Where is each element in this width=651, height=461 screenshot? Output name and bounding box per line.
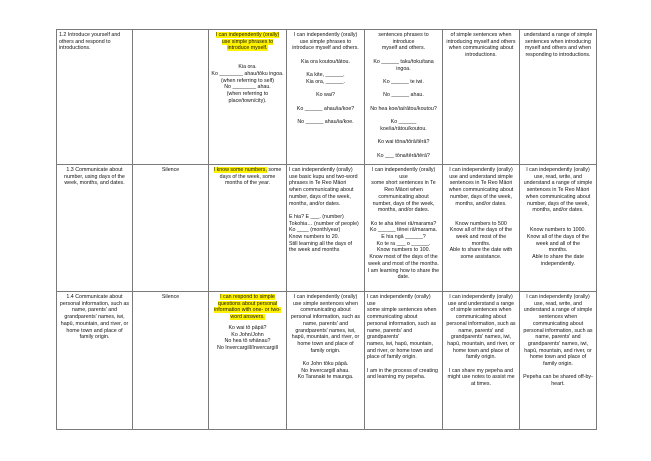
cell-text-line: I can independently (orally)	[289, 167, 353, 173]
cell-text-line	[367, 86, 440, 93]
cell-text-line: No ______ ahau/ia/koe.	[297, 119, 354, 126]
cell-text-line: Ko ___ tōna/tērā/tērā?	[377, 152, 430, 159]
cell-text-line: introduce myself and others.	[292, 45, 359, 52]
stage1-text: some days of the week, some months of the year.	[219, 167, 282, 187]
cell-text-line	[367, 133, 440, 140]
cell-text-line: family origin.	[466, 354, 496, 361]
cell-text-line: of simple sentences when	[450, 32, 512, 38]
cell-text-line: when communicating about	[448, 45, 514, 52]
cell-text-line: Know numbers to 100.	[377, 247, 430, 254]
cell-text-line: Kia ora.	[238, 64, 257, 71]
cell-text-line: home town and place of	[452, 347, 510, 354]
cell-text-line	[367, 52, 440, 59]
cell-text-line: responding to introductions.	[525, 52, 591, 59]
cell-text-line: myself and others.	[381, 45, 426, 52]
cell-text-line: ingoa.	[396, 65, 411, 72]
cell-text-line	[367, 214, 440, 221]
cell-text-line	[289, 52, 362, 59]
cell-text-line: Ko wai tō pāpā?	[228, 324, 267, 331]
cell-text-line: Kia ora, ______.	[306, 78, 345, 85]
cell-text-line: use and understand a range	[447, 300, 515, 307]
cell-text-line: communicating about	[367, 314, 418, 321]
cell-text-line: Know all of the days of the	[449, 227, 513, 234]
cell-text-line: home town and place of	[297, 340, 354, 347]
cell-text-line: myself and others and when	[524, 45, 592, 52]
cell-text-line	[367, 112, 440, 119]
cell-text-line: Ko ______	[390, 119, 417, 126]
cell-text-line: Kia ora koutou/tātou.	[301, 58, 350, 65]
level-cell: Silence	[133, 165, 209, 292]
cell-text-line: place of family origin.	[367, 354, 417, 361]
cell-text-line: Ko John/John	[231, 331, 264, 338]
cell-text-line: I am in the process of creating	[367, 367, 438, 374]
cell-text-line: of simple sentences when	[450, 307, 512, 314]
cell-text-line	[289, 66, 362, 73]
cell-text-line: Able to share the date with	[449, 247, 513, 254]
cell-text-line: Ko wai?	[316, 92, 335, 99]
cell-text-line: Ko te ra ___ o ______.	[376, 240, 431, 247]
cell-text-line: No hea koe/ia/rātou/koutou?	[370, 105, 437, 112]
cell-text-line: names, iwi, hapū, mountain,	[367, 340, 433, 347]
cell-text-line: personal information, such as	[446, 320, 516, 327]
cell-text-line: I can share my pepeha and	[448, 367, 514, 374]
cell-text-line: week and most of the months.	[368, 260, 439, 267]
cell-text-line: and learning my pepeha.	[367, 374, 426, 381]
table-row	[57, 30, 597, 165]
cell-text-line: E hia? E ___. (number)	[289, 213, 344, 220]
highlighted-statement: I know some numbers,	[213, 167, 267, 173]
stage5-cell	[520, 292, 597, 430]
stage2-cell	[287, 30, 365, 165]
outcome-cell: 1.3 Communicate about number, using days of the week, months, and dates.	[57, 165, 133, 292]
cell-text-line: communicating about	[532, 320, 584, 327]
cell-text-line: No Invercargill/Invercargill	[217, 344, 278, 351]
cell-text-line	[445, 361, 517, 368]
cell-text-line: week and all of the	[535, 240, 581, 247]
cell-text-line: independently.	[540, 260, 576, 267]
cell-text-line	[522, 368, 594, 375]
cell-text-line: number, days of the week,	[450, 193, 512, 200]
cell-text-line: Ko Taranaki te maunga.	[297, 374, 354, 381]
cell-text-line: communicating about	[378, 193, 429, 200]
cell-text-line: No hea tō whānau?	[224, 338, 271, 345]
cell-text-line: I can independently (orally)	[449, 167, 513, 173]
highlighted-statement: I can independently (orally) use simple phrases to introduce myself.	[215, 32, 280, 52]
cell-text-line: understand a range of simple	[523, 307, 593, 314]
stage2-cell	[287, 165, 365, 292]
cell-text-line: Able to share the date	[532, 254, 584, 261]
cell-text-line: use and understand simple	[449, 173, 513, 180]
cell-text-line: I can independently (orally)	[293, 32, 358, 38]
cell-text-line: No Invercargill ahau.	[301, 367, 350, 374]
cell-text-line: E hia ngā ______?	[381, 234, 426, 241]
cell-text-line: introducing myself and others	[446, 38, 516, 45]
cell-text-line: name, parents' and grandparents'	[367, 327, 413, 341]
stage1-cell	[209, 165, 287, 292]
cell-text-line	[367, 361, 440, 368]
outcome-cell: 1.4 Communicate about personal information, such as name, parents' and grandparents' names, iwi, hapū, mountain, and river, or home town and place of family origin.	[57, 292, 133, 430]
cell-text-line: I can independently (orally) use	[367, 294, 431, 307]
outcome-cell: 1.2 Introduce yourself and others and respond to introductions.	[57, 30, 133, 165]
stage1-lines	[211, 64, 284, 104]
cell-text-line: Know most of the days of the	[369, 254, 438, 261]
cell-text-line: use simple sentences when	[292, 300, 359, 307]
cell-text-line: months, and/or dates.	[289, 200, 341, 207]
rubric-table	[56, 29, 597, 430]
cell-text-line: Pepeha can be shared off-by-	[523, 374, 593, 381]
cell-text-line: phrases in Te Reo Māori	[289, 180, 347, 187]
cell-text-line: introductions.	[465, 52, 497, 59]
cell-text-line: use basic kupu and two-word	[289, 173, 358, 180]
cell-text-line: personal information, such as	[290, 314, 361, 321]
cell-text-line: the week and months	[289, 247, 340, 254]
stage3-cell	[365, 292, 443, 430]
cell-text-line: sentences when introducing	[525, 38, 591, 45]
cell-text-line: Ko ______ taku/toku/tana	[373, 58, 434, 65]
cell-text-line: No ________ ahau.	[224, 84, 271, 91]
cell-text-line: grandparents' names, iwi,	[527, 340, 589, 347]
cell-text-line: understand a range of simple	[523, 32, 593, 38]
cell-text-line: I am learning how to share the	[367, 267, 440, 274]
cell-text-line: Know all of the days of the	[526, 234, 590, 241]
cell-text-line: use simple phrases to	[299, 38, 352, 45]
cell-text-line	[522, 221, 594, 228]
stage5-cell	[520, 30, 597, 165]
cell-text-line: use, read, write, and	[534, 173, 582, 180]
cell-text-line: understand a range of simple	[523, 180, 593, 187]
cell-text-line: months.	[471, 240, 491, 247]
level-cell	[133, 30, 209, 165]
stage4-cell	[443, 292, 520, 430]
cell-text-line	[289, 99, 362, 106]
cell-text-line: Know numbers to 500	[455, 220, 507, 227]
cell-text-line: Ko ________ ahau/tōku ingoa.	[211, 70, 284, 77]
cell-text-line	[367, 146, 440, 153]
table-row	[57, 165, 597, 292]
cell-text-line: number, days of the week,	[527, 200, 589, 207]
cell-text-line: name, parents' and	[458, 327, 504, 334]
cell-text-line: months, and/or dates.	[377, 207, 430, 214]
cell-text-line: and river, or home town and	[367, 347, 433, 354]
cell-text-line	[289, 112, 362, 119]
cell-text-line: communicating about	[455, 314, 507, 321]
cell-text-line	[445, 214, 517, 221]
cell-text-line: months, and/or dates.	[455, 200, 507, 207]
stage5-cell	[520, 165, 597, 292]
cell-text-line: Know numbers to 1000.	[530, 227, 586, 234]
cell-text-line: number, days of the week,	[372, 200, 435, 207]
cell-text-line: date.	[397, 274, 410, 281]
cell-text-line: might use notes to assist me	[447, 374, 515, 381]
cell-text-line: months, and/or dates.	[532, 207, 584, 214]
cell-text-line: heart.	[551, 381, 565, 388]
cell-text-line: months.	[548, 247, 568, 254]
cell-text-line: sentences when	[538, 314, 578, 321]
cell-text-line: I can independently (orally)	[293, 294, 358, 300]
cell-text-line: some simple sentences when	[367, 307, 437, 314]
cell-text-line: Ko wai tōna/tōrā/tērā?	[377, 139, 430, 146]
cell-text-line: use, read, write, and	[534, 300, 582, 307]
cell-text-line: place/town/city).	[228, 97, 267, 104]
cell-text-line: I can independently (orally) use	[371, 167, 436, 180]
cell-text-line: Ko ______ ahau/ia/koe?	[296, 105, 355, 112]
stage4-cell	[443, 165, 520, 292]
cell-text-line	[367, 72, 440, 79]
cell-text-line: Ko ____ (month/year)	[289, 227, 341, 234]
cell-text-line: some short sentences in Te	[371, 180, 436, 187]
cell-text-line: Ka kite, ______.	[306, 72, 345, 79]
cell-text-line: (when referring to	[226, 90, 269, 97]
cell-text-line: No ______ ahau.	[383, 92, 424, 99]
cell-text-line: grandparents' names, iwi,	[295, 327, 356, 334]
cell-text-line: Ko ______ te iwi.	[383, 78, 424, 85]
cell-text-line: number, days of the week,	[289, 193, 351, 200]
cell-text-line: some assistance.	[460, 254, 502, 261]
stage3-cell	[365, 30, 443, 165]
cell-text-line: sentences in Te Reo Māori	[449, 180, 513, 187]
stage1-cell	[209, 30, 287, 165]
cell-text-line: personal information, such as	[523, 327, 593, 334]
cell-text-line: week and most of the	[455, 234, 507, 241]
cell-text-line	[289, 354, 362, 361]
stage3-cell	[365, 165, 443, 292]
stage2-cell	[287, 292, 365, 430]
cell-text-line: at times.	[470, 381, 492, 388]
cell-text-line	[367, 99, 440, 106]
cell-text-line: communicating about	[300, 307, 351, 314]
level-cell: Silence	[133, 292, 209, 430]
cell-text-line: Know numbers to 20.	[289, 234, 340, 241]
cell-text-line	[289, 207, 362, 214]
cell-text-line: family origin.	[310, 347, 341, 354]
cell-text-line: when communicating about	[289, 187, 354, 194]
cell-text-line: personal information, such as	[367, 320, 437, 327]
cell-text-line: I can independently (orally)	[526, 167, 590, 173]
cell-text-line: hapū, mountain, and river, or	[524, 347, 592, 354]
cell-text-line: name, parents' and	[302, 320, 349, 327]
stage1-cell	[209, 292, 287, 430]
cell-text-line: Ko John tōku pāpā.	[302, 361, 349, 368]
cell-text-line: Still learning all the days of	[289, 240, 353, 247]
cell-text-line: hapū, mountain, and river, or	[291, 334, 360, 341]
cell-text-line: I can independently (orally)	[526, 294, 590, 300]
stage1-lines	[211, 325, 284, 352]
cell-text-line	[522, 214, 594, 221]
cell-text-line: Ko ______ tēnei rā/marama.	[369, 227, 438, 234]
highlighted-statement: I can respond to simple questions about personal information with one- or two-word answers.	[214, 294, 281, 321]
cell-text-line: grandparents' names, iwi,	[450, 334, 512, 341]
cell-text-line	[445, 207, 517, 214]
cell-text-line: hapū, mountain, and river, or	[447, 340, 515, 347]
cell-text-line: sentences phrases to introduce	[378, 32, 429, 45]
cell-text-line: Reo Māori when	[384, 187, 423, 194]
cell-text-line: sentences in Te Reo Māori	[526, 187, 590, 194]
cell-text-line: I can independently (orally)	[449, 294, 513, 300]
cell-text-line: family origin.	[543, 361, 573, 368]
cell-text-line: when communicating about	[448, 187, 514, 194]
cell-text-line	[289, 86, 362, 93]
cell-text-line: name, parents' and	[535, 334, 581, 341]
cell-text-line: koe/ia/rātou/koutou.	[380, 125, 427, 132]
stage4-cell	[443, 30, 520, 165]
table-row	[57, 292, 597, 430]
cell-text-line: Tokohia… (number of people)	[289, 220, 359, 227]
cell-text-line: (when referring to self)	[221, 77, 274, 84]
cell-text-line: home town and place of	[529, 354, 587, 361]
cell-text-line: when communicating about	[525, 193, 591, 200]
cell-text-line: Ko te aha tēnei rā/marama?	[370, 220, 437, 227]
